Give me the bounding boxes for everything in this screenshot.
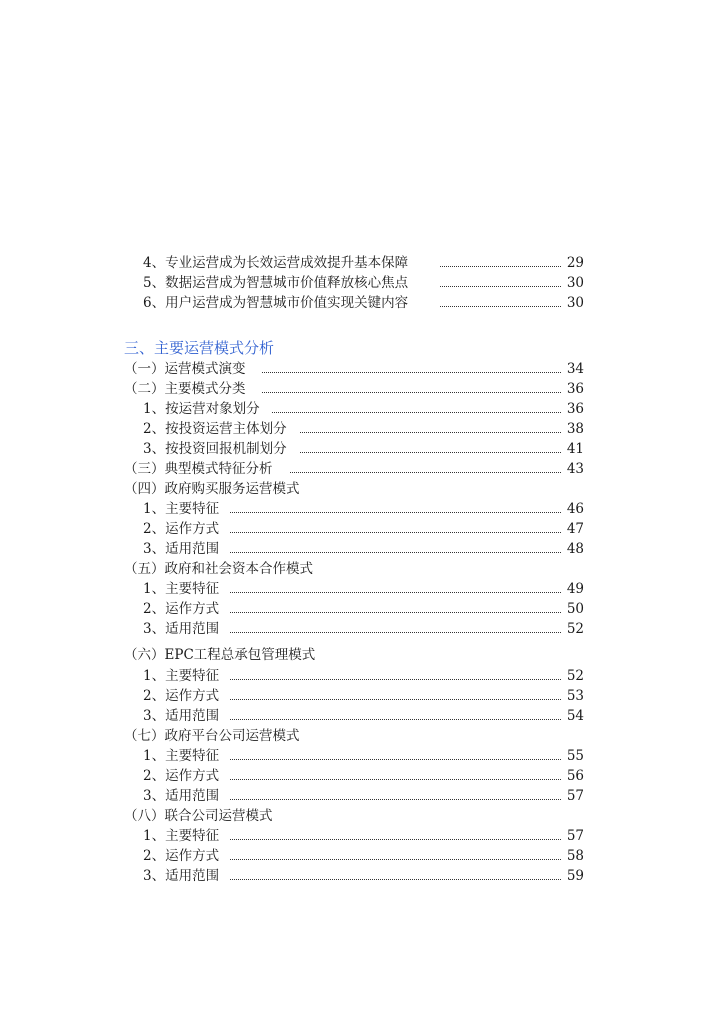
toc-entry-label: （八）联合公司运营模式 xyxy=(124,806,277,826)
toc-leader-dots xyxy=(230,779,561,780)
toc-entry-label: 2、运作方式 xyxy=(143,846,223,866)
toc-entry-page: 36 xyxy=(566,381,584,397)
toc-leader-dots xyxy=(230,719,561,720)
toc-leader-dots xyxy=(230,799,561,800)
toc-entry-label: 2、运作方式 xyxy=(143,519,223,539)
toc-entry[interactable] xyxy=(0,826,713,846)
toc-leader-dots xyxy=(230,632,561,633)
toc-entry-label: 2、运作方式 xyxy=(143,766,223,786)
toc-entry[interactable] xyxy=(0,273,713,293)
toc-entry-page: 57 xyxy=(566,788,584,804)
toc-entry-page: 30 xyxy=(566,295,584,311)
toc-entry-page: 48 xyxy=(566,541,584,557)
toc-leader-dots xyxy=(230,532,561,533)
toc-leader-dots xyxy=(440,266,561,267)
toc-entry-label: 1、主要特征 xyxy=(143,579,223,599)
toc-entry-label: 3、适用范围 xyxy=(143,619,223,639)
toc-entry-label: （七）政府平台公司运营模式 xyxy=(124,726,304,746)
toc-entry[interactable] xyxy=(0,293,713,313)
toc-entry[interactable] xyxy=(0,599,713,619)
toc-leader-dots xyxy=(230,552,561,553)
toc-leader-dots xyxy=(230,859,561,860)
toc-entry-label: 3、适用范围 xyxy=(143,706,223,726)
toc-entry-label: （六）EPC工程总承包管理模式 xyxy=(124,645,319,665)
toc-entry-page: 41 xyxy=(566,441,584,457)
toc-entry-page: 34 xyxy=(566,361,584,377)
toc-leader-dots xyxy=(262,392,561,393)
toc-entry-page: 53 xyxy=(566,688,584,704)
toc-entry-page: 36 xyxy=(566,401,584,417)
toc-entry-label: 3、适用范围 xyxy=(143,539,223,559)
toc-leader-dots xyxy=(272,412,561,413)
toc-leader-dots xyxy=(300,432,561,433)
toc-entry-label: 1、主要特征 xyxy=(143,499,223,519)
toc-entry-label: 5、数据运营成为智慧城市价值释放核心焦点 xyxy=(143,273,412,293)
toc-leader-dots xyxy=(440,306,561,307)
toc-entry-page: 43 xyxy=(566,461,584,477)
toc-entry[interactable] xyxy=(0,786,713,806)
toc-entry-page: 47 xyxy=(566,521,584,537)
toc-entry[interactable] xyxy=(0,846,713,866)
toc-entry[interactable] xyxy=(0,666,713,686)
toc-entry[interactable] xyxy=(0,619,713,639)
toc-entry[interactable] xyxy=(0,746,713,766)
toc-entry[interactable] xyxy=(0,379,713,399)
toc-entry-page: 58 xyxy=(566,848,584,864)
toc-entry-page: 30 xyxy=(566,275,584,291)
toc-entry-page: 38 xyxy=(566,421,584,437)
toc-leader-dots xyxy=(230,612,561,613)
toc-entry-label: （四）政府购买服务运营模式 xyxy=(124,479,304,499)
toc-entry-label: 2、运作方式 xyxy=(143,686,223,706)
toc-entry-page: 56 xyxy=(566,768,584,784)
toc-entry-label: 3、适用范围 xyxy=(143,866,223,886)
toc-leader-dots xyxy=(290,472,561,473)
toc-entry[interactable] xyxy=(0,459,713,479)
toc-entry[interactable] xyxy=(0,499,713,519)
toc-leader-dots xyxy=(230,839,561,840)
toc-entry-page: 54 xyxy=(566,708,584,724)
toc-entry-page: 29 xyxy=(566,255,584,271)
toc-entry-label: 3、按投资回报机制划分 xyxy=(143,439,291,459)
toc-entry[interactable] xyxy=(0,706,713,726)
toc-subheading[interactable] xyxy=(0,645,713,665)
toc-entry[interactable] xyxy=(0,519,713,539)
toc-subheading[interactable] xyxy=(0,559,713,579)
toc-entry[interactable] xyxy=(0,686,713,706)
toc-entry[interactable] xyxy=(0,419,713,439)
toc-leader-dots xyxy=(230,699,561,700)
toc-leader-dots xyxy=(230,879,561,880)
toc-leader-dots xyxy=(300,452,561,453)
toc-entry[interactable] xyxy=(0,439,713,459)
toc-entry-page: 50 xyxy=(566,601,584,617)
toc-entry-label: 1、按运营对象划分 xyxy=(143,399,264,419)
toc-leader-dots xyxy=(230,512,561,513)
toc-entry-label: （五）政府和社会资本合作模式 xyxy=(124,559,317,579)
toc-entry-page: 55 xyxy=(566,748,584,764)
toc-entry-page: 57 xyxy=(566,828,584,844)
toc-entry-page: 49 xyxy=(566,581,584,597)
toc-subheading[interactable] xyxy=(0,726,713,746)
toc-leader-dots xyxy=(262,372,561,373)
toc-leader-dots xyxy=(230,759,561,760)
toc-entry-page: 59 xyxy=(566,868,584,884)
toc-entry-label: 4、专业运营成为长效运营成效提升基本保障 xyxy=(143,253,412,273)
toc-entry[interactable] xyxy=(0,399,713,419)
toc-entry-label: （三）典型模式特征分析 xyxy=(124,459,277,479)
toc-entry-label: 2、按投资运营主体划分 xyxy=(143,419,291,439)
toc-entry-label: 3、适用范围 xyxy=(143,786,223,806)
toc-leader-dots xyxy=(230,592,561,593)
toc-entry[interactable] xyxy=(0,766,713,786)
toc-entry-label: 6、用户运营成为智慧城市价值实现关键内容 xyxy=(143,293,412,313)
toc-entry[interactable] xyxy=(0,579,713,599)
toc-entry-label: （二）主要模式分类 xyxy=(124,379,250,399)
toc-entry-page: 52 xyxy=(566,668,584,684)
toc-entry[interactable] xyxy=(0,539,713,559)
toc-leader-dots xyxy=(230,679,561,680)
toc-entry-label: （一）运营模式演变 xyxy=(124,359,250,379)
toc-entry-label: 1、主要特征 xyxy=(143,666,223,686)
toc-entry-label: 2、运作方式 xyxy=(143,599,223,619)
toc-subheading[interactable] xyxy=(0,806,713,826)
toc-entry-label: 1、主要特征 xyxy=(143,746,223,766)
toc-entry[interactable] xyxy=(0,866,713,886)
toc-entry-label: 1、主要特征 xyxy=(143,826,223,846)
section-heading[interactable]: 三、主要运营模式分析 xyxy=(124,339,275,357)
toc-entry-page: 46 xyxy=(566,501,584,517)
toc-leader-dots xyxy=(440,286,561,287)
toc-entry[interactable] xyxy=(0,359,713,379)
toc-subheading[interactable] xyxy=(0,479,713,499)
toc-entry-page: 52 xyxy=(566,621,584,637)
toc-entry[interactable] xyxy=(0,253,713,273)
